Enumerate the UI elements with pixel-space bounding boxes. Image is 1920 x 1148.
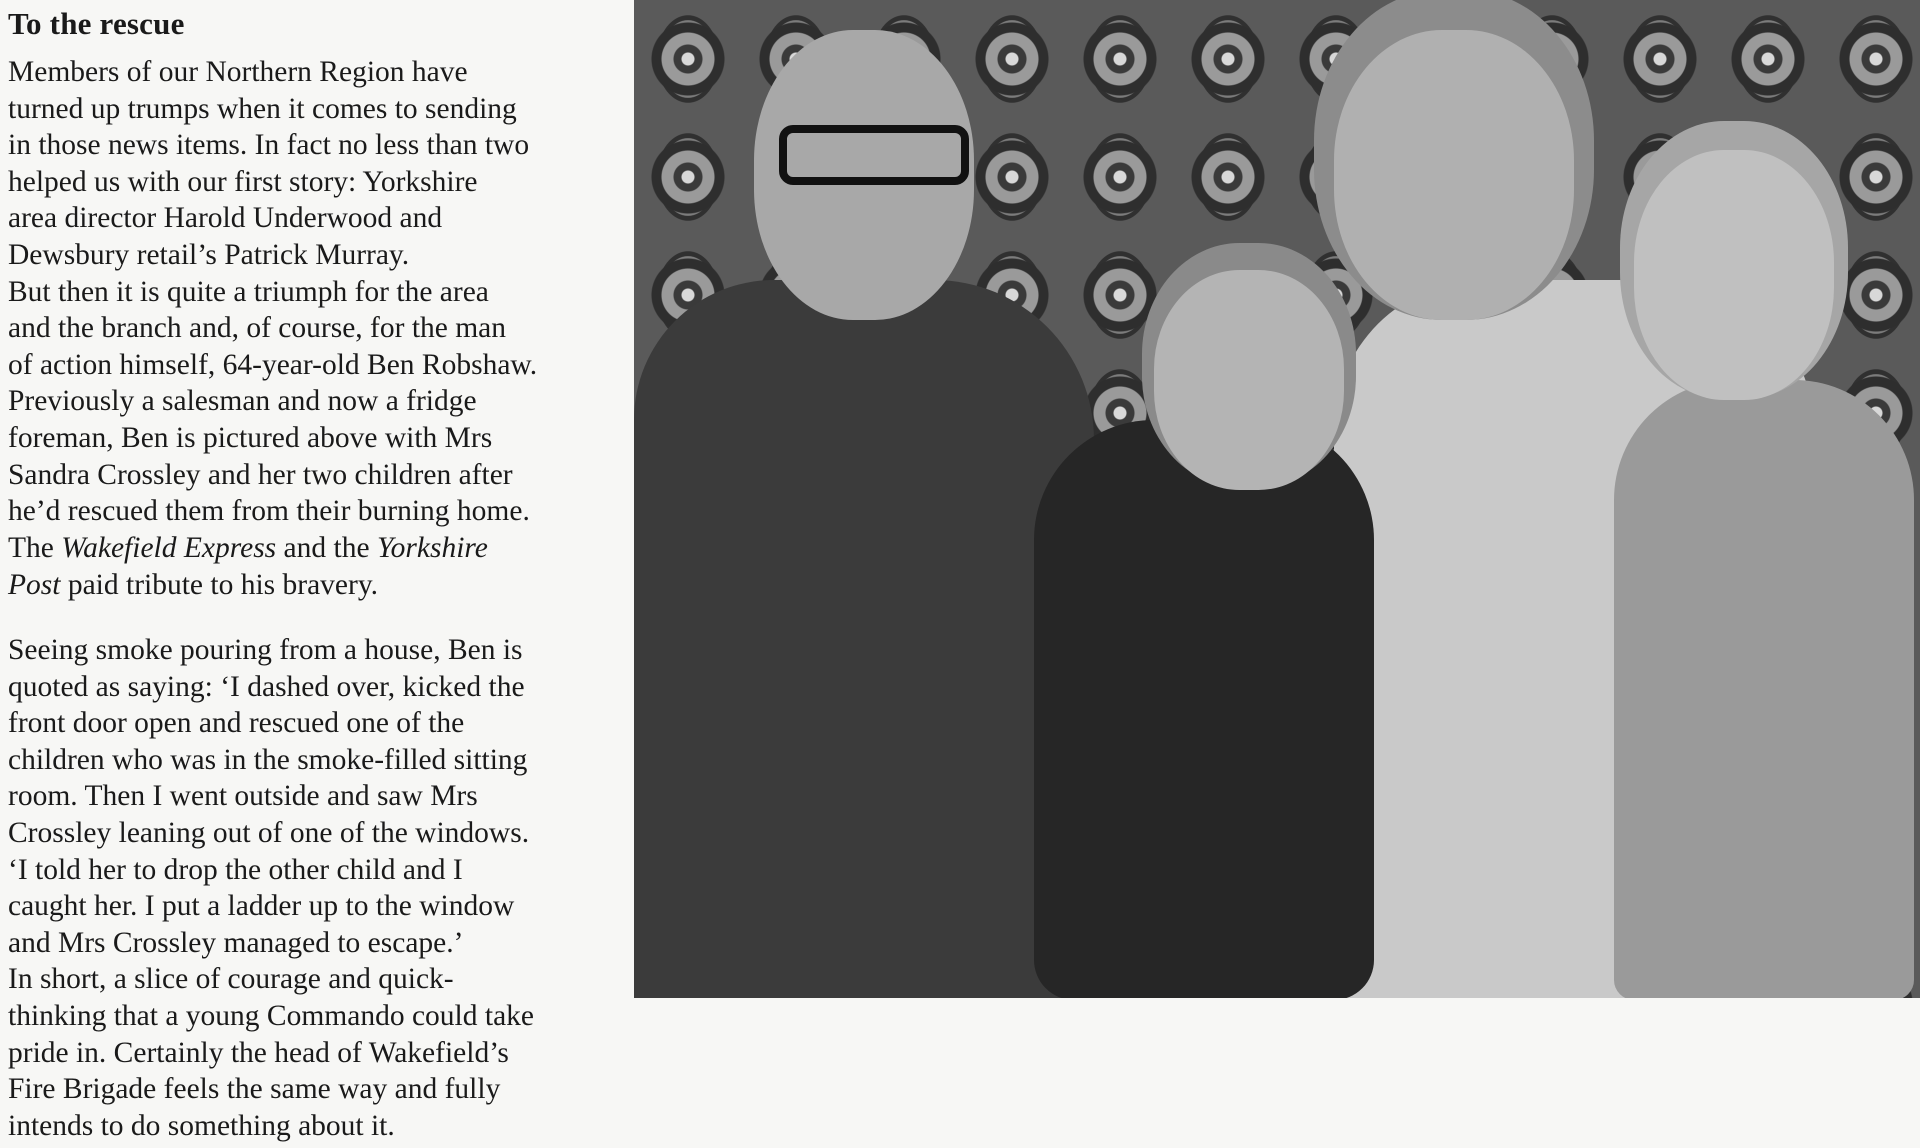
paragraph-1-line: Dewsbury retail’s Patrick Murray. xyxy=(8,239,410,271)
paragraph-1-line: helped us with our first story: Yorkshire xyxy=(8,165,478,198)
publication-name: Post xyxy=(8,568,61,601)
paragraph-2-line: caught her. I put a ladder up to the window xyxy=(8,890,515,923)
paragraph-1-line: in those news items. In fact no less than two xyxy=(8,129,530,162)
child-figure xyxy=(1034,420,1374,998)
paragraph-2-line: front door open and rescued one of the xyxy=(8,707,465,740)
paragraph-1-line xyxy=(8,567,378,603)
paragraph-2-line: Seeing smoke pouring from a house, Ben is xyxy=(8,634,523,666)
paragraph-1-line: turned up trumps when it comes to sending xyxy=(8,92,517,125)
paragraph-1-line: Members of our Northern Region have xyxy=(8,56,468,88)
text: The xyxy=(8,532,62,564)
paragraph-1-line: Previously a salesman and now a fridge xyxy=(8,385,477,418)
text: and the xyxy=(276,532,377,564)
paragraph-1-line: But then it is quite a triumph for the area xyxy=(8,275,489,308)
child-head xyxy=(1154,270,1344,490)
paragraph-1-line: foreman, Ben is pictured above with Mrs xyxy=(8,422,493,454)
publication-name: Yorkshire xyxy=(376,532,488,564)
paragraph-2-line: children who was in the smoke-filled sitting xyxy=(8,743,528,776)
paragraph-1-line: of action himself, 64-year-old Ben Robshaw. xyxy=(8,348,538,381)
man-figure xyxy=(634,280,1094,998)
paragraph-2-line: Fire Brigade feels the same way and fully xyxy=(8,1073,501,1106)
paragraph-1-line: he’d rescued them from their burning home. xyxy=(8,495,530,528)
paragraph-2-line: room. Then I went outside and saw Mrs xyxy=(8,780,478,813)
paragraph-1-line xyxy=(8,530,488,566)
paragraph-2-line: quoted as saying: ‘I dashed over, kicked the xyxy=(8,670,525,703)
text: paid tribute to his bravery. xyxy=(60,568,379,601)
paragraph-1-line: area director Harold Underwood and xyxy=(8,202,443,235)
woman-head xyxy=(1334,30,1574,320)
paragraph-2-line: intends to do something about it. xyxy=(8,1109,395,1142)
photograph xyxy=(634,0,1920,998)
paragraph-2-line: pride in. Certainly the head of Wakefield’s xyxy=(8,1036,509,1069)
paragraph-1-line: Sandra Crossley and her two children after xyxy=(8,458,513,491)
article-title: To the rescue xyxy=(8,6,185,41)
glasses xyxy=(779,125,969,185)
paragraph-2-line: In short, a slice of courage and quick- xyxy=(8,963,454,996)
paragraph-2-line: and Mrs Crossley managed to escape.’ xyxy=(8,926,464,959)
paragraph-1-line: and the branch and, of course, for the man xyxy=(8,312,507,345)
girl-head xyxy=(1634,150,1834,400)
paragraph-2-line: ‘I told her to drop the other child and I xyxy=(8,853,463,886)
paragraph-2-line: thinking that a young Commando could take xyxy=(8,1000,535,1032)
paragraph-2-line: Crossley leaning out of one of the windows. xyxy=(8,817,530,849)
publication-name: Wakefield Express xyxy=(61,532,277,564)
girl-figure xyxy=(1614,380,1914,998)
